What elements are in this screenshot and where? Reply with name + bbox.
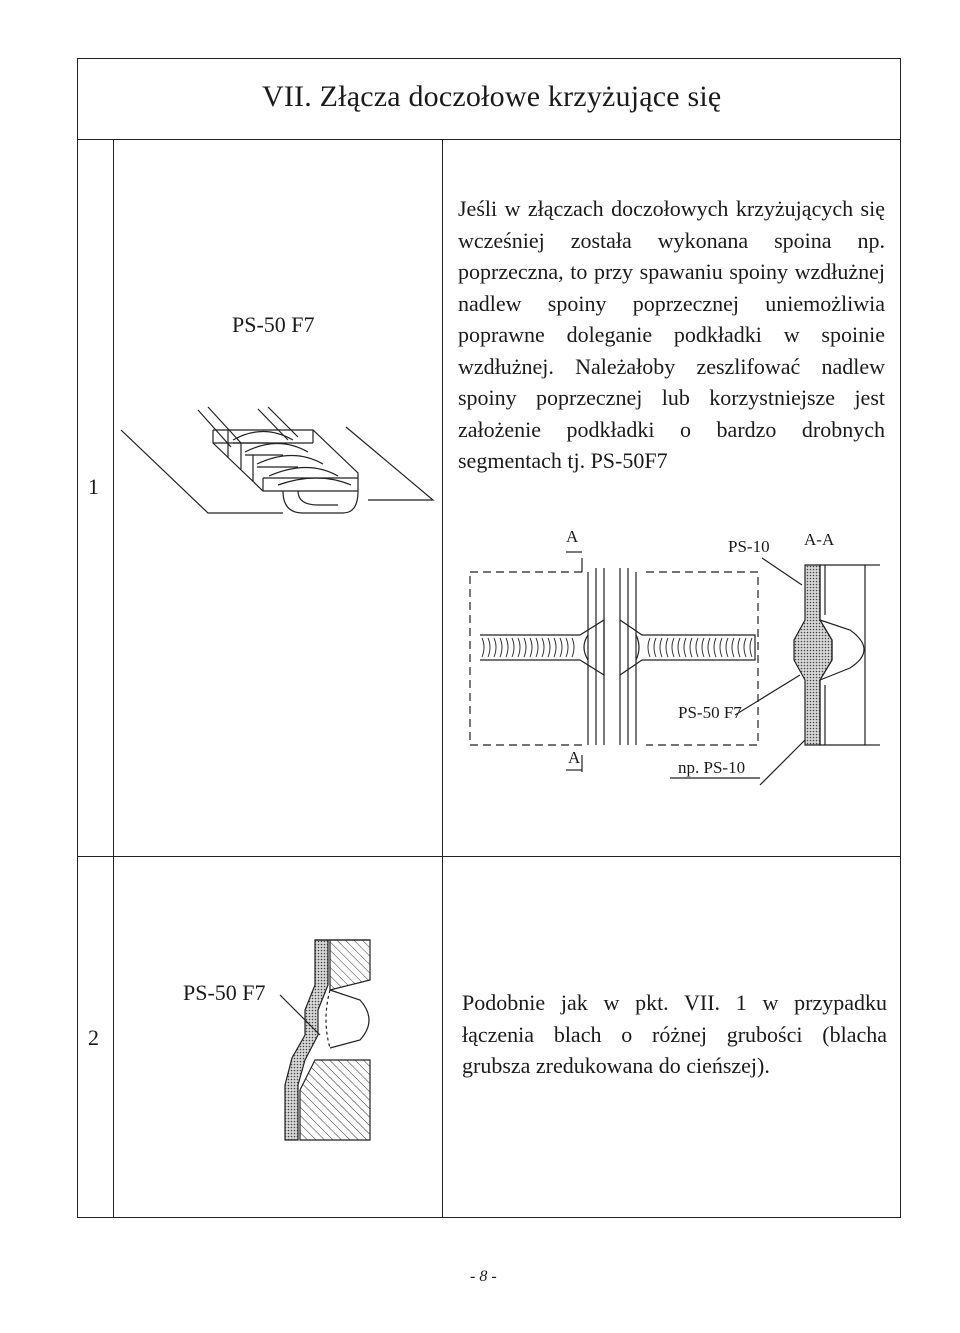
section-aa-label: A-A [804,530,835,549]
joint-label: PS-50 F7 [232,312,315,337]
crossing-joint-isometric-drawing [113,395,443,520]
section-mark-top: A [566,527,579,546]
row-2-description: Podobnie jak w pkt. VII. 1 w przypadku łączenia blach o różnej grubości (blacha grubsza zredukowana do cieńszej). [462,990,887,1078]
header-divider [77,139,901,140]
ps10-label: PS-10 [728,537,770,556]
content-column-divider [442,139,443,1218]
np-ps10-callout: np. PS-10 [678,758,746,777]
page-title: VII. Złącza doczołowe krzyżujące się [262,80,722,113]
row-number: 1 [88,474,99,499]
number-column-divider [113,139,114,1218]
row-1-description: Jeśli w złączach doczołowych krzyżujących się wcześniej została wykonana spoina np. poprzeczna, to przy spawaniu spoiny wzdłużnej nadlew spoiny poprzecznej uniemożliwia poprawne doleganie podkładki w spoinie wzdłużnej. Należałoby zeszlifować nadlew spoiny poprzecznej lub korzystniejsze jest założenie podkładki o bardzo drobnych segmentach tj. PS-50F7 [458,196,885,473]
section-mark-bottom: A [568,748,581,767]
page-number: - 8 - [470,1268,497,1285]
ps50f7-callout: PS-50 F7 [678,703,742,722]
section-diagram [470,550,880,790]
joint-label: PS-50 F7 [183,980,266,1005]
row-divider [77,856,901,857]
row-number: 2 [88,1025,99,1050]
thickness-transition-drawing [260,940,380,1140]
